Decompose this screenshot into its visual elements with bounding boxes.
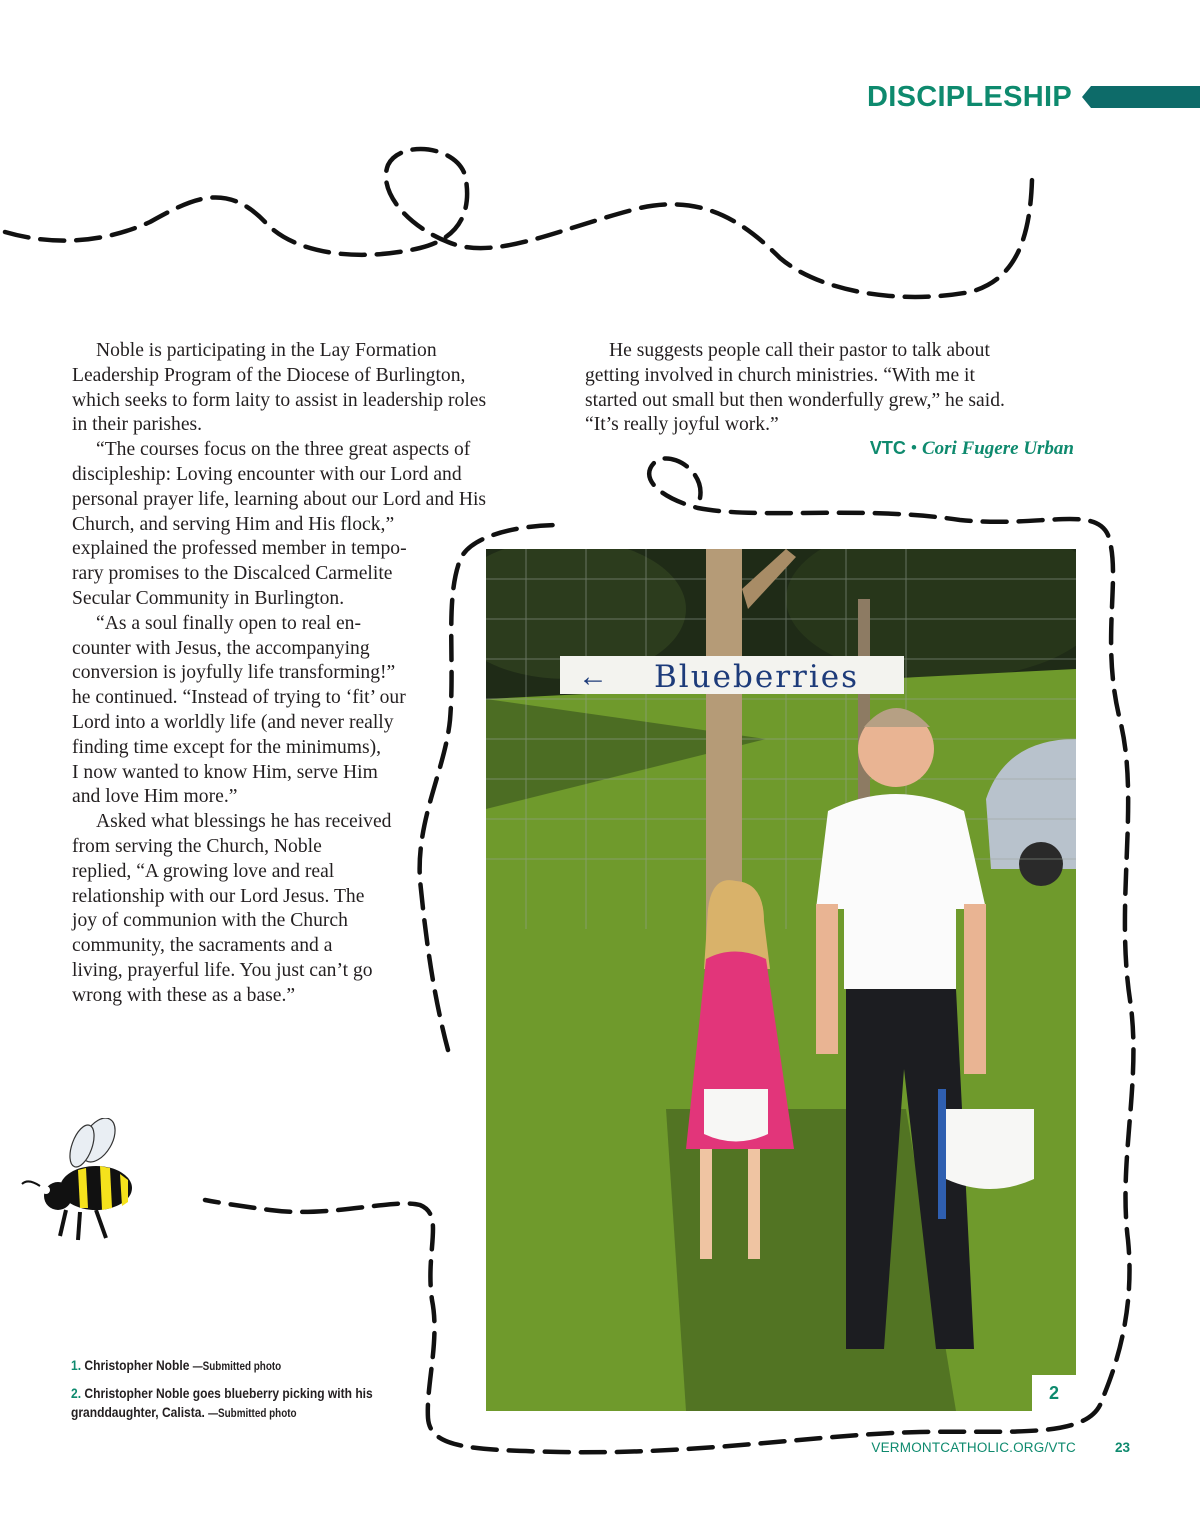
text-line: replied, “A growing love and real [72,860,335,882]
byline-author: Cori Fugere Urban [921,438,1074,459]
caption-number: 1. [71,1357,82,1373]
text-line: Lord into a worldly life (and never really [72,711,394,733]
caption-credit: —Submitted photo [208,1408,297,1420]
caption-1 [71,1356,381,1377]
photo-captions [71,1356,401,1431]
section-title: DISCIPLESHIP [866,80,1072,113]
text-line: I now wanted to know Him, serve Him [72,761,378,783]
svg-text:←: ← [578,660,608,693]
text-line: joy of communion with the Church [72,910,348,932]
caption-2 [71,1384,381,1424]
section-tab-marker [1082,86,1200,108]
byline-publication: VTC [869,438,906,458]
text-line: he continued. “Instead of trying to ‘fit’ our [72,687,406,709]
caption-text: Christopher Noble [84,1357,190,1373]
text-line: “As a soul finally open to real en- [96,612,361,634]
article-byline [870,438,1074,460]
text-line: finding time except for the minimums), [72,736,382,758]
byline-separator: • [910,438,918,459]
text-line: living, prayerful life. You just can’t go [72,959,373,981]
article-paragraph [72,810,552,1008]
text-line: rary promises to the Discalced Carmelite [72,563,393,585]
text-line: Secular Community in Burlington. [72,587,345,609]
photo-blueberry-picking [486,549,1076,1411]
article-column-right [585,339,1075,438]
caption-text: Christopher Noble goes blueberry picking with his granddaughter, Calista. [71,1385,373,1420]
article-paragraph [72,339,552,438]
text-line: relationship with our Lord Jesus. The [72,885,365,907]
text-line: discipleship: Loving encounter with our Lord and [72,463,462,485]
text-line: explained the professed member in tempo- [72,538,407,560]
photo-sign-text: Blueberries [654,659,860,695]
footer-url-link[interactable]: VERMONTCATHOLIC.ORG/VTC [871,1440,1076,1455]
caption-number: 2. [71,1385,82,1401]
text-line: “It’s really joyful work.” [585,414,779,436]
text-line: “The courses focus on the three great aspects of [96,439,471,461]
article-paragraph [72,612,552,810]
text-line: He suggests people call their pastor to talk about [609,340,990,361]
article-paragraph [585,339,1075,438]
section-header [867,78,1200,116]
text-line: which seeks to form laity to assist in leadership roles [72,389,487,411]
text-line: personal prayer life, learning about our Lord and His [72,488,487,510]
page-footer [0,1440,1200,1460]
text-line: wrong with these as a base.” [72,984,296,1006]
bee-icon [16,1118,136,1254]
photo-number-label: 2 [1032,1375,1076,1411]
article-column-left [72,339,552,1009]
page-number: 23 [1114,1440,1130,1455]
text-line: in their parishes. [72,414,203,436]
caption-credit: —Submitted photo [192,1361,282,1373]
text-line: conversion is joyfully life transforming!” [72,662,396,684]
text-line: Church, and serving Him and His flock,” [72,513,395,535]
text-line: community, the sacraments and a [72,935,333,957]
text-line: and love Him more.” [72,786,238,808]
text-line: getting involved in church ministries. “With me it [585,364,975,386]
text-line: Leadership Program of the Diocese of Burlington, [72,364,466,386]
text-line: counter with Jesus, the accompanying [72,637,370,659]
photo-man-and-girl-with-buckets-icon [486,549,1076,1411]
text-line: from serving the Church, Noble [72,835,322,857]
text-line: Asked what blessings he has received [96,811,392,833]
text-line: Noble is participating in the Lay Formation [96,340,437,361]
text-line: started out small but then wonderfully grew,” he said. [585,389,1005,411]
article-paragraph [72,438,552,612]
